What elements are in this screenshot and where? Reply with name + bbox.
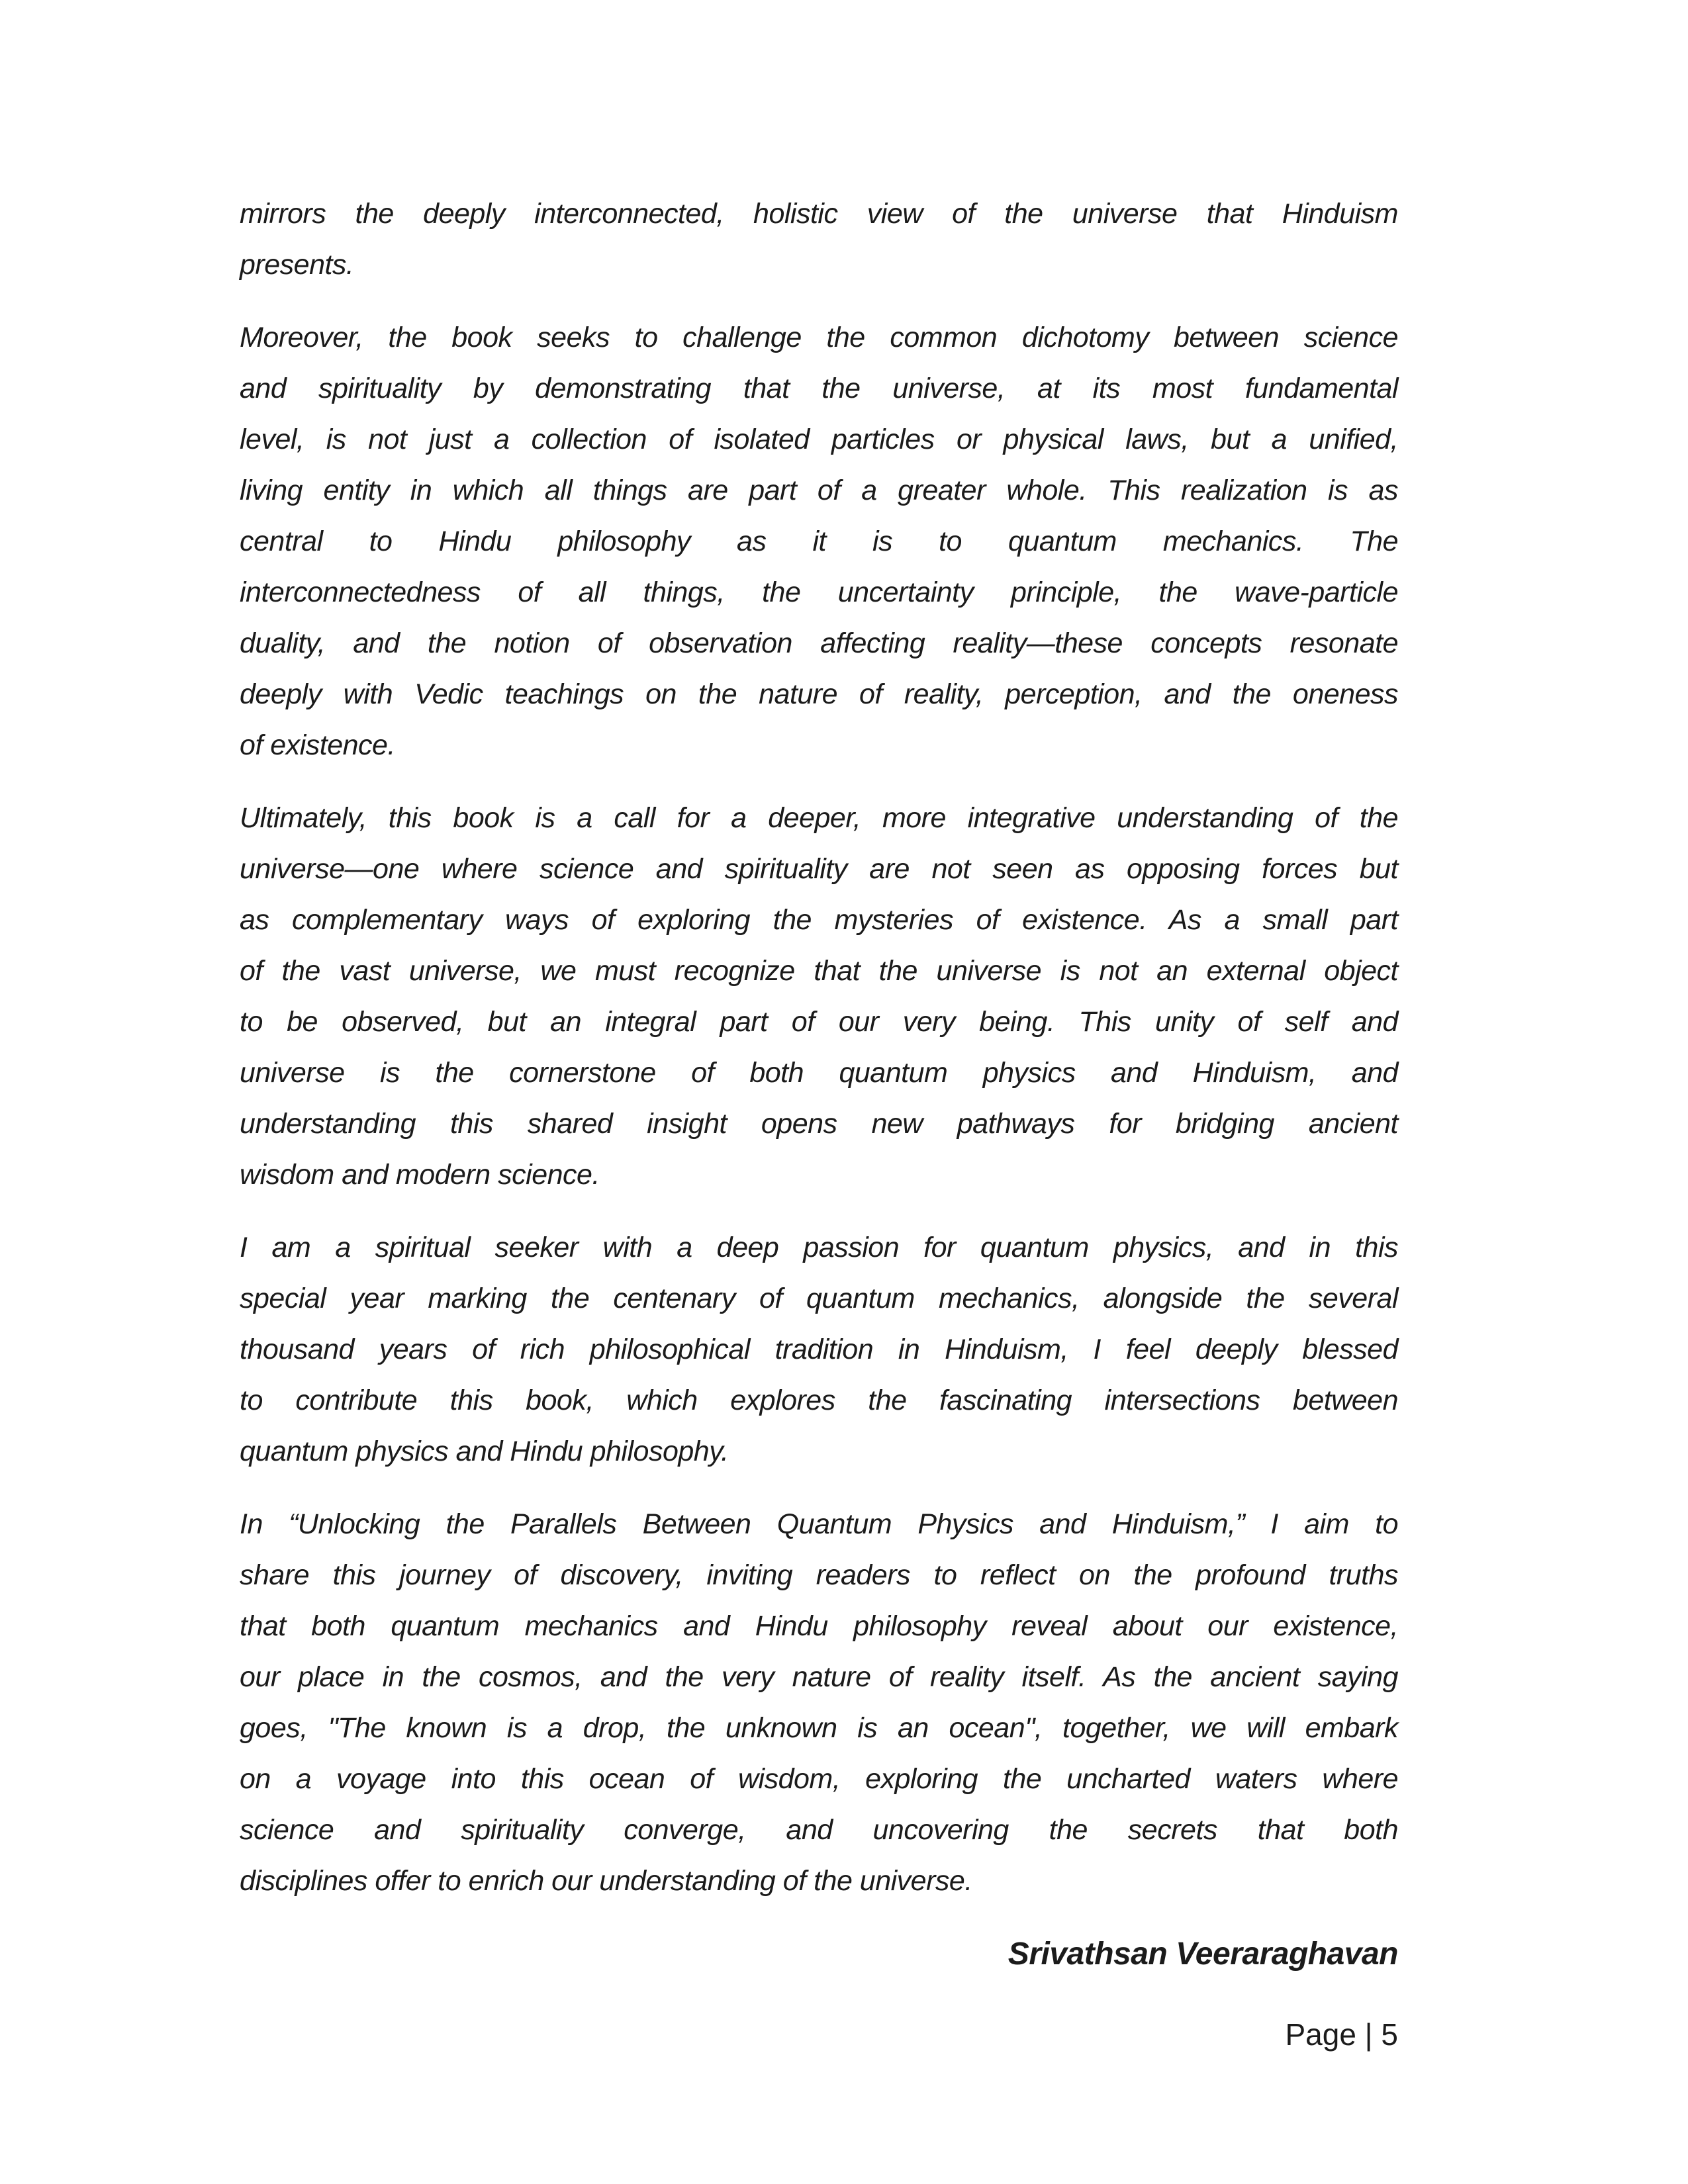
author-signature: Srivathsan Veeraraghavan: [1008, 1936, 1398, 1972]
text-line: share this journey of discovery, inviting readers to reflect on the profound truths: [240, 1559, 1398, 1591]
text-line: goes, "The known is a drop, the unknown is an ocean", together, we will embark: [240, 1712, 1398, 1744]
paragraph: [240, 793, 1398, 1201]
page-number-label: Page | 5: [1285, 2017, 1398, 2052]
text-line: level, is not just a collection of isolated particles or physical laws, but a unified,: [240, 424, 1398, 455]
text-line: deeply with Vedic teachings on the nature of reality, perception, and the oneness: [240, 678, 1398, 710]
text-line: of existence.: [240, 729, 395, 761]
text-line: that both quantum mechanics and Hindu philosophy reveal about our existence,: [240, 1610, 1398, 1642]
text-line: presents.: [240, 249, 354, 281]
paragraph: [240, 189, 1398, 291]
paragraph: [240, 312, 1398, 771]
paragraph: [240, 1499, 1398, 1907]
text-line: I am a spiritual seeker with a deep passion for quantum physics, and in this: [240, 1232, 1398, 1263]
text-line: living entity in which all things are part of a greater whole. This realization is as: [240, 475, 1398, 506]
text-line: Ultimately, this book is a call for a deeper, more integrative understanding of the: [240, 802, 1398, 834]
text-line: In “Unlocking the Parallels Between Quantum Physics and Hinduism,” I aim to: [240, 1508, 1398, 1540]
text-line: duality, and the notion of observation affecting reality—these concepts resonate: [240, 627, 1398, 659]
text-line: universe—one where science and spirituality are not seen as opposing forces but: [240, 853, 1398, 885]
paragraphs: [240, 189, 1398, 1907]
text-line: thousand years of rich philosophical tradition in Hinduism, I feel deeply blessed: [240, 1334, 1398, 1365]
text-line: to contribute this book, which explores the fascinating intersections between: [240, 1385, 1398, 1416]
text-line: central to Hindu philosophy as it is to quantum mechanics. The: [240, 525, 1398, 557]
text-line: mirrors the deeply interconnected, holistic view of the universe that Hinduism: [240, 198, 1398, 230]
text-line: on a voyage into this ocean of wisdom, exploring the uncharted waters where: [240, 1763, 1398, 1795]
text-line: of the vast universe, we must recognize that the universe is not an external object: [240, 955, 1398, 987]
text-line: wisdom and modern science.: [240, 1159, 600, 1191]
text-line: to be observed, but an integral part of our very being. This unity of self and: [240, 1006, 1398, 1038]
text-line: Moreover, the book seeks to challenge the common dichotomy between science: [240, 322, 1398, 353]
text-line: and spirituality by demonstrating that the universe, at its most fundamental: [240, 373, 1398, 404]
text-line: science and spirituality converge, and uncovering the secrets that both: [240, 1814, 1398, 1846]
paragraph: [240, 1222, 1398, 1477]
text-line: universe is the cornerstone of both quantum physics and Hinduism, and: [240, 1057, 1398, 1089]
text-line: interconnectedness of all things, the uncertainty principle, the wave-particle: [240, 576, 1398, 608]
text-line: disciplines offer to enrich our understanding of the universe.: [240, 1865, 972, 1897]
text-block: [240, 189, 1398, 2060]
text-line: understanding this shared insight opens new pathways for bridging ancient: [240, 1108, 1398, 1140]
text-line: our place in the cosmos, and the very nature of reality itself. As the ancient saying: [240, 1661, 1398, 1693]
text-line: as complementary ways of exploring the mysteries of existence. As a small part: [240, 904, 1398, 936]
text-line: special year marking the centenary of quantum mechanics, alongside the several: [240, 1283, 1398, 1314]
text-line: quantum physics and Hindu philosophy.: [240, 1435, 729, 1467]
